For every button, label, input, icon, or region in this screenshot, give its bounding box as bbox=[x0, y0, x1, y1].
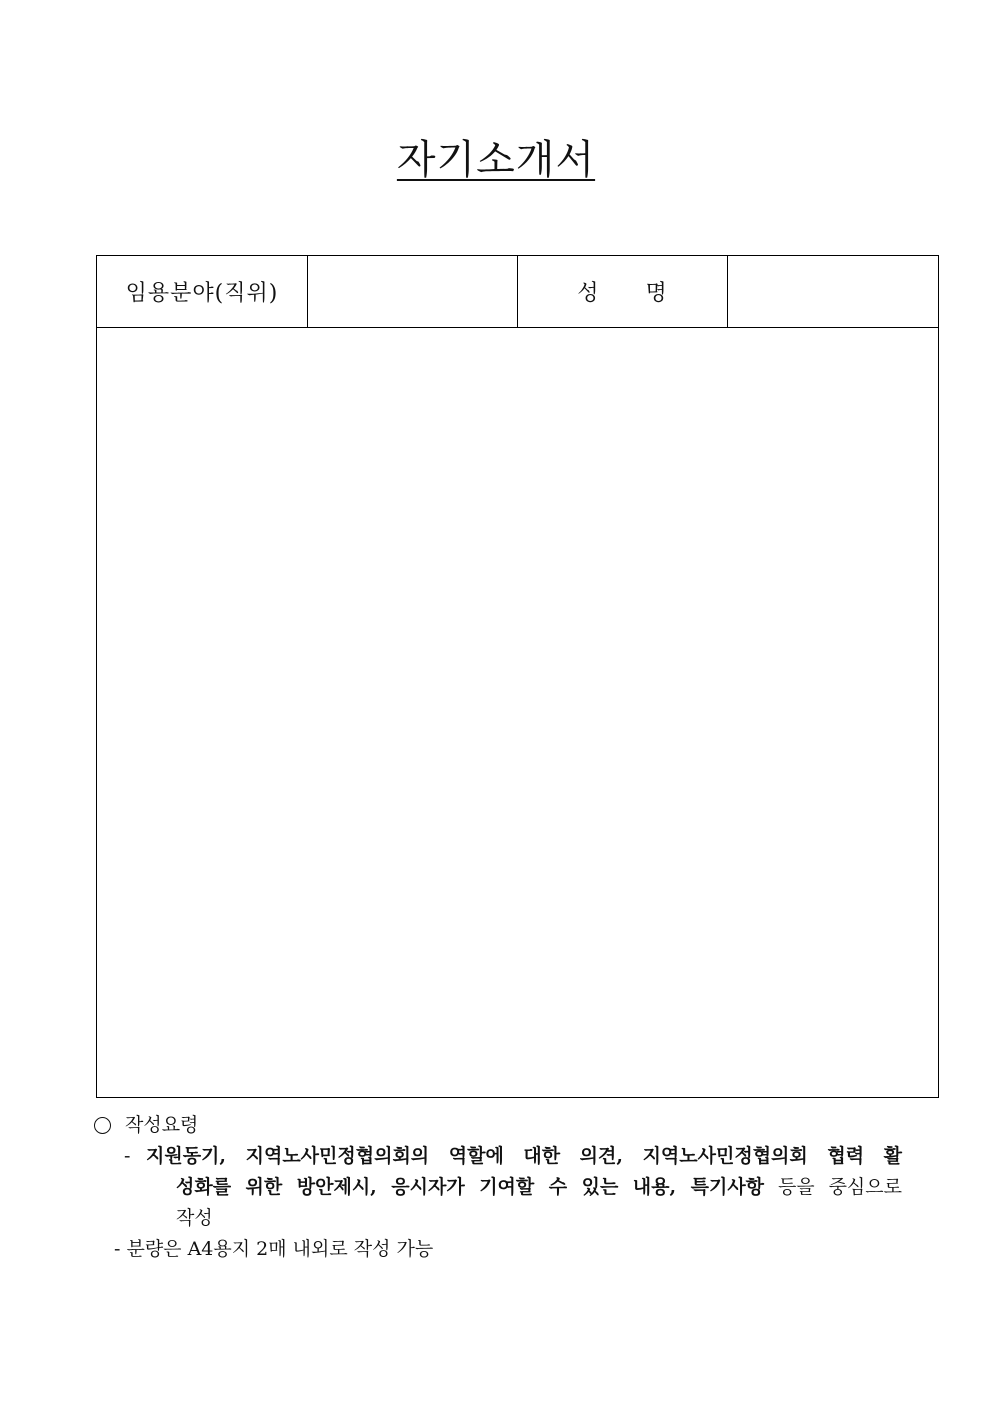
name-value-cell[interactable] bbox=[728, 256, 939, 328]
field-value-cell[interactable] bbox=[308, 256, 518, 328]
document-title bbox=[0, 132, 992, 188]
guide-item-1-normal-tail: 등을 중심으로 bbox=[764, 1176, 902, 1198]
form-header-row bbox=[97, 256, 939, 328]
dash-bullet: - bbox=[114, 1238, 121, 1260]
guide-item-2-text: 분량은 A4용지 2매 내외로 작성 가능 bbox=[126, 1238, 434, 1260]
guide-item-1 bbox=[94, 1141, 902, 1234]
guide-item-1-bold-line-2: 성화를 위한 방안제시, 응시자가 기여할 수 있는 내용, 특기사항 bbox=[176, 1176, 765, 1198]
guide-item-1-line-1 bbox=[124, 1141, 902, 1172]
writing-guide bbox=[94, 1110, 902, 1265]
form-body-row bbox=[97, 328, 939, 1098]
circle-bullet-icon bbox=[94, 1117, 111, 1134]
guide-item-1-continuation bbox=[124, 1172, 902, 1234]
guide-item-2 bbox=[94, 1234, 902, 1265]
self-introduction-body-cell[interactable] bbox=[97, 328, 939, 1098]
field-label-cell bbox=[97, 256, 308, 328]
name-label-cell bbox=[518, 256, 728, 328]
document-title-text: 자기소개서 bbox=[396, 137, 596, 183]
dash-bullet: - bbox=[124, 1145, 131, 1167]
name-label: 성 명 bbox=[577, 281, 668, 306]
guide-item-1-line-2 bbox=[176, 1172, 902, 1203]
guide-item-1-bold-line-1: 지원동기, 지역노사민정협의회의 역할에 대한 의견, 지역노사민정협의회 협력 활 bbox=[146, 1145, 902, 1167]
guide-heading-text: 작성요령 bbox=[125, 1114, 199, 1136]
application-form-table bbox=[96, 255, 939, 1098]
guide-heading bbox=[94, 1110, 902, 1141]
guide-item-1-line-3: 작성 bbox=[176, 1207, 213, 1229]
field-label: 임용분야(직위) bbox=[125, 281, 279, 306]
